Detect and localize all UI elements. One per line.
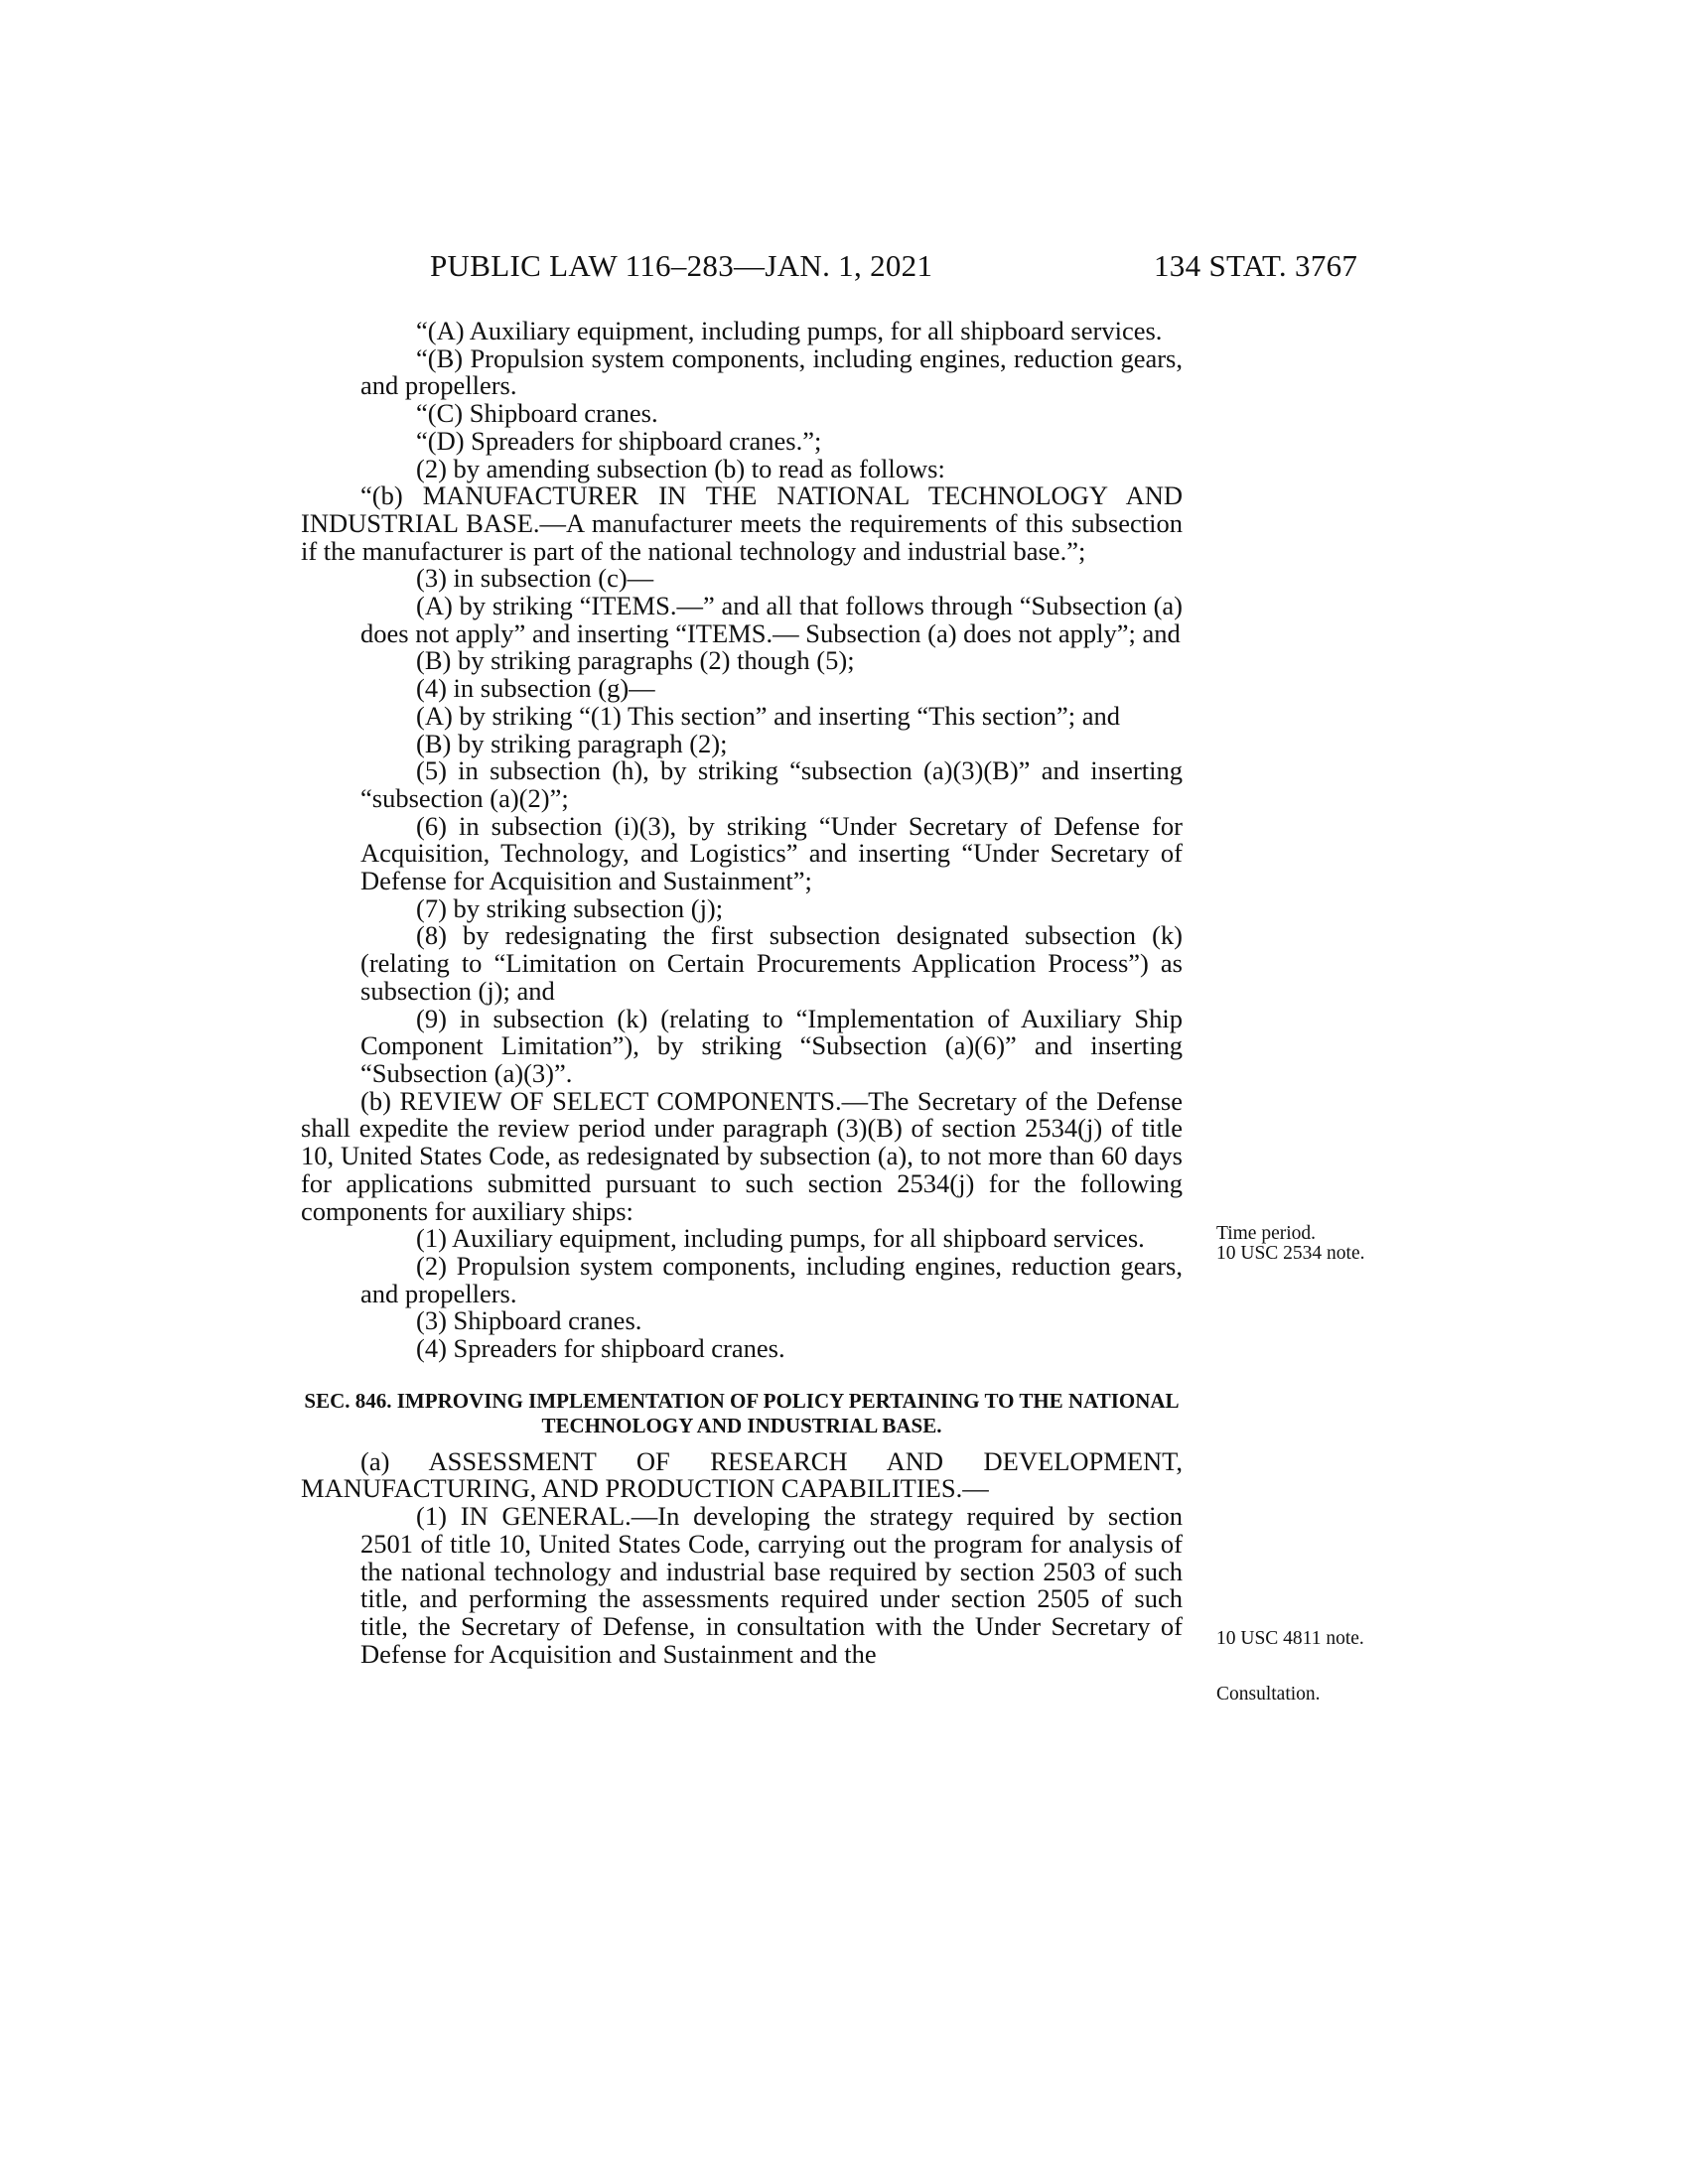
page-number: 134 STAT. 3767 [1154, 248, 1358, 283]
paragraph: (5) in subsection (h), by striking “subsection (a)(3)(B)” and inserting “subsection (a)(2)”; [360, 755, 1183, 813]
paragraph: (8) by redesignating the first subsection designated subsection (k) (relating to “Limitation on Certain Procurements Application Process”) as subsection (j); and [360, 920, 1183, 1006]
paragraph: “(D) Spreaders for shipboard cranes.”; [416, 425, 822, 456]
paragraph: (b) REVIEW OF SELECT COMPONENTS.—The Secretary of the Defense shall expedite the review period under paragraph (3)(B) of section 2534(j) of title 10, United States Code, as redesignated by subsection (a), to not more than 60 days for applications submitted pursuant to such section 2534(j) for the following components for auxiliary ships: [301, 1085, 1183, 1226]
body-text [301, 318, 1183, 1668]
page-header [0, 248, 1688, 292]
paragraph: (3) in subsection (c)— [416, 563, 654, 594]
paragraph: (B) by striking paragraph (2); [416, 728, 728, 758]
paragraph: (4) Spreaders for shipboard cranes. [416, 1333, 785, 1364]
paragraph: (6) in subsection (i)(3), by striking “Under Secretary of Defense for Acquisition, Technology, and Logistics” and inserting “Under Secretary of Defense for Acquisition and Sustainment”; [360, 810, 1183, 896]
paragraph: “(B) Propulsion system components, including engines, reduction gears, and propellers. [360, 342, 1183, 401]
margin-note [1216, 1629, 1365, 1649]
paragraph: (3) Shipboard cranes. [416, 1305, 642, 1336]
header-title: PUBLIC LAW 116–283—JAN. 1, 2021 [430, 248, 933, 283]
margin-note-text: Time period. [1216, 1223, 1317, 1244]
section-heading: SEC. 846. IMPROVING IMPLEMENTATION OF POLICY PERTAINING TO THE NATIONAL TECHNOLOGY AND INDUSTRIAL BASE. [304, 1388, 1180, 1437]
paragraph: “(C) Shipboard cranes. [416, 398, 658, 429]
paragraph: “(b) MANUFACTURER IN THE NATIONAL TECHNOLOGY AND INDUSTRIAL BASE.—A manufacturer meets the requirements of this subsection if the manufacturer is part of the national technology and industrial base.”; [301, 480, 1183, 566]
paragraph: (A) by striking “(1) This section” and inserting “This section”; and [416, 700, 1120, 731]
margin-note-text: 10 USC 4811 note. [1216, 1628, 1364, 1649]
paragraph: “(A) Auxiliary equipment, including pumps, for all shipboard services. [416, 316, 1163, 345]
margin-note-text: 10 USC 2534 note. [1216, 1243, 1365, 1264]
paragraph: (a) ASSESSMENT OF RESEARCH AND DEVELOPMENT, MANUFACTURING, AND PRODUCTION CAPABILITIES.— [301, 1445, 1183, 1504]
paragraph: (1) Auxiliary equipment, including pumps, for all shipboard services. [416, 1223, 1145, 1254]
margin-note [1216, 1685, 1365, 1705]
paragraph: (9) in subsection (k) (relating to “Implementation of Auxiliary Ship Component Limitation”), by striking “Subsection (a)(6)” and inserting “Subsection (a)(3)”. [360, 1003, 1183, 1088]
paragraph: (B) by striking paragraphs (2) though (5); [416, 645, 855, 676]
paragraph: (2) Propulsion system components, including engines, reduction gears, and propellers. [360, 1250, 1183, 1308]
paragraph: (4) in subsection (g)— [416, 673, 655, 704]
margin-note-text: Consultation. [1216, 1684, 1321, 1705]
margin-note [1216, 1224, 1365, 1264]
paragraph: (A) by striking “ITEMS.—” and all that follows through “Subsection (a) does not apply” and inserting “ITEMS.— Subsection (a) does not apply”; and [360, 591, 1183, 648]
paragraph: (2) by amending subsection (b) to read as follows: [416, 453, 945, 483]
paragraph: (1) IN GENERAL.—In developing the strategy required by section 2501 of title 10, United States Code, carrying out the program for analysis of the national technology and industrial base required by section 2503 of such title, and performing the assessments required under section 2505 of such title, the Secretary of Defense, in consultation with the Under Secretary of Defense for Acquisition and Sustainment and the [360, 1501, 1183, 1669]
paragraph: (7) by striking subsection (j); [416, 892, 724, 923]
